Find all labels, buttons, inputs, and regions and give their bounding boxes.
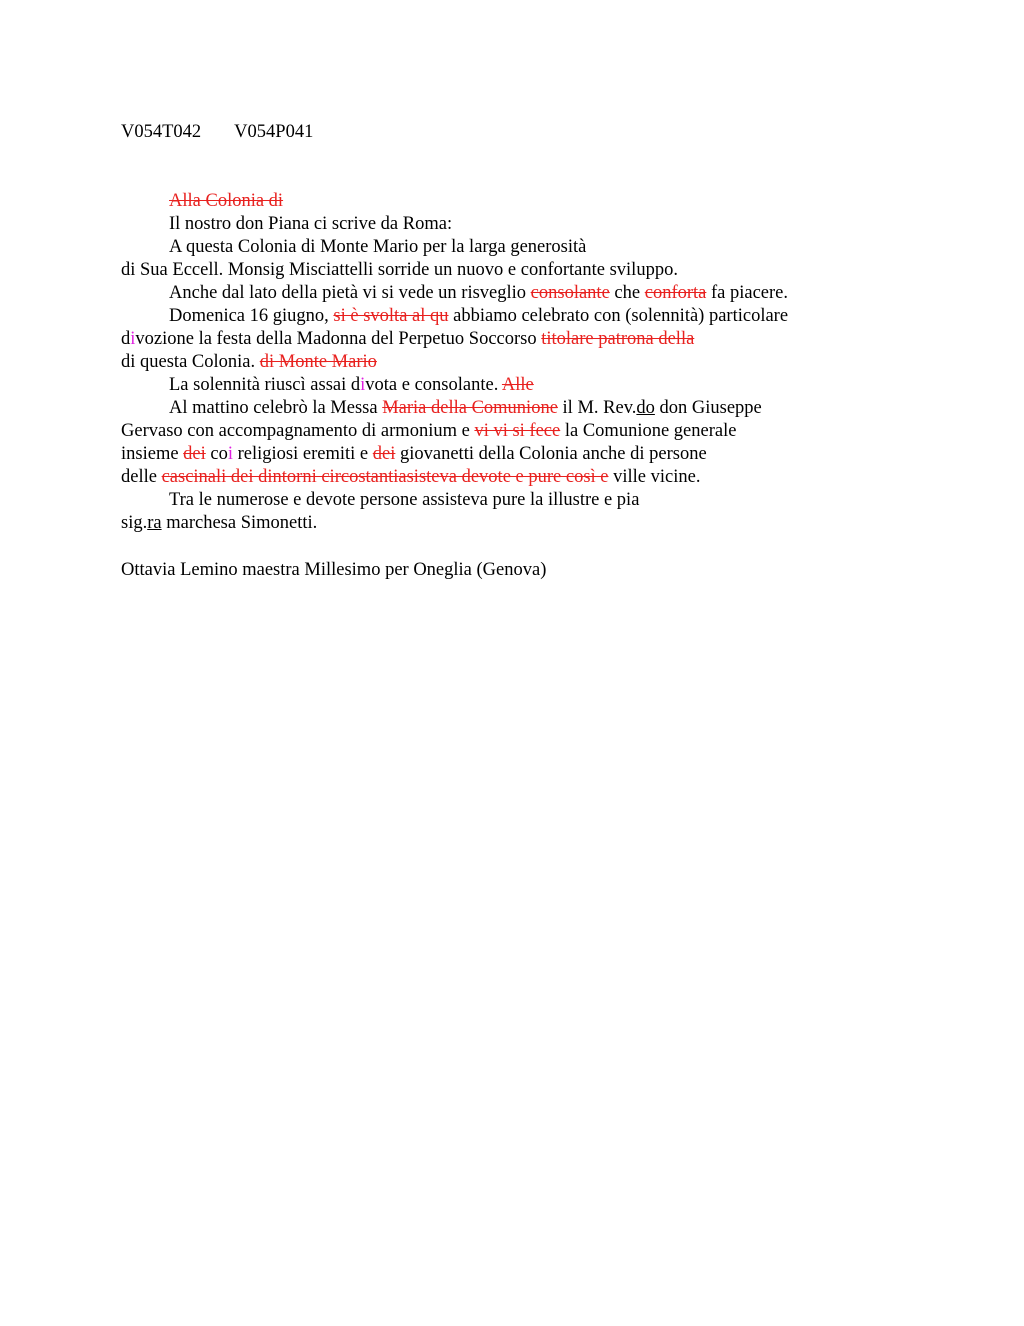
document-header (121, 121, 313, 144)
deleted-text: cascinali dei dintorni circostantiasisteva devote e pure così e (161, 467, 609, 487)
line-text: Tra le numerose e devote persone assisteva pure la illustre e pia (169, 490, 640, 510)
line-text: Ottavia Lemino maestra Millesimo per Oneglia (Genova) (121, 560, 547, 580)
inserted-text: i (227, 444, 234, 464)
inserted-text: i (360, 375, 366, 395)
line-text: co (205, 444, 228, 464)
inserted-text: i (130, 329, 136, 349)
line-text: religiosi eremiti e (233, 444, 373, 464)
underlined-text: ra (147, 513, 162, 533)
text-line (169, 397, 762, 420)
line-text: fa piacere. (706, 283, 789, 303)
line-text: vozione la festa della Madonna del Perpetuo Soccorso (135, 329, 542, 349)
deleted-text: si è svolta al qu (333, 306, 449, 326)
deleted-text: di Monte Mario (259, 352, 377, 372)
text-line (121, 259, 678, 282)
text-line (169, 305, 788, 328)
deleted-text: Alla Colonia di (169, 191, 284, 211)
line-text: delle (121, 467, 162, 487)
line-text: Al mattino celebrò la Messa (169, 398, 383, 418)
text-line (121, 443, 707, 466)
deleted-text: consolante (530, 283, 610, 303)
deleted-text: dei (183, 444, 206, 464)
page-code: V054P041 (234, 122, 314, 142)
line-text: sig. (121, 513, 148, 533)
line-text: Il nostro don Piana ci scrive da Roma: (169, 214, 453, 234)
line-text: don Giuseppe (654, 398, 762, 418)
line-text: ville vicine. (608, 467, 701, 487)
signature-line (121, 559, 546, 582)
text-line (121, 512, 317, 535)
text-line (169, 213, 452, 236)
line-text: il M. Rev. (557, 398, 637, 418)
volume-code: V054T042 (121, 122, 202, 142)
text-line (169, 282, 788, 305)
line-text: che (609, 283, 645, 303)
deleted-text: Maria della Comunione (382, 398, 558, 418)
text-line (121, 420, 736, 443)
deleted-text: titolare patrona della (541, 329, 695, 349)
deleted-text: conforta (644, 283, 707, 303)
text-line (169, 489, 639, 512)
text-line (169, 374, 534, 397)
text-line (169, 236, 586, 259)
line-text: insieme (121, 444, 184, 464)
line-text: Anche dal lato della pietà vi si vede un risveglio (169, 283, 531, 303)
text-line (121, 351, 377, 374)
deleted-text: dei (372, 444, 396, 464)
underlined-text: do (636, 398, 655, 418)
deleted-text: vi vi si fece (474, 421, 561, 441)
line-text: d (121, 329, 131, 349)
line-text: La solennità riuscì assai d (169, 375, 361, 395)
text-line (121, 466, 700, 489)
deleted-text: Alle (501, 375, 534, 395)
line-text: Domenica 16 giugno, (169, 306, 334, 326)
line-text: marchesa Simonetti. (161, 513, 318, 533)
line-text: abbiamo celebrato con (solennità) particolare (448, 306, 789, 326)
line-text: Gervaso con accompagnamento di armonium e (121, 421, 475, 441)
line-text: di questa Colonia. (121, 352, 260, 372)
line-text: vota e consolante. (365, 375, 502, 395)
text-line (121, 328, 694, 351)
line-text: A questa Colonia di Monte Mario per la larga generosità (169, 237, 587, 257)
line-text: la Comunione generale (560, 421, 737, 441)
line-text: di Sua Eccell. Monsig Misciattelli sorride un nuovo e confortante sviluppo. (121, 260, 678, 280)
line-text: giovanetti della Colonia anche di persone (395, 444, 707, 464)
text-line (169, 190, 283, 213)
